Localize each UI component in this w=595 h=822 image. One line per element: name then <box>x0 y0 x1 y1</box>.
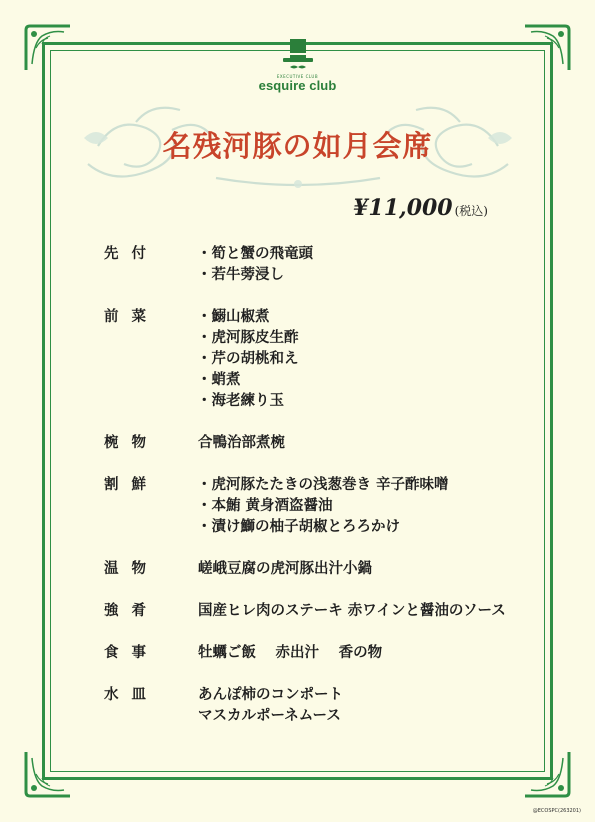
corner-ornament-bottom-left <box>24 750 72 798</box>
menu-title: 名残河豚の如月会席 <box>162 129 433 163</box>
course-row-zensai <box>104 306 504 411</box>
course-row-shiizakana <box>104 600 504 621</box>
course-item: ・ 若牛蒡浸し <box>198 264 504 285</box>
price <box>353 195 488 221</box>
course-item: 牡蠣ご飯 赤出汁 香の物 <box>198 644 383 661</box>
course-item: ・ 虎河豚たたきの浅葱巻き 辛子酢味噌 <box>198 474 504 495</box>
course-item: ・ 本鮪 黄身酒盗醤油 <box>198 495 504 516</box>
course-item: 嵯峨豆腐の虎河豚出汁小鍋 <box>198 560 372 577</box>
course-item: ・ 蛸煮 <box>198 369 504 390</box>
course-row-wanmono <box>104 432 504 453</box>
course-items <box>198 306 504 411</box>
course-item: あんぽ柿のコンポート <box>198 686 343 703</box>
course-item: 国産ヒレ肉のステーキ 赤ワインと醤油のソース <box>198 602 506 619</box>
course-items <box>198 432 504 453</box>
course-item: ・ 海老練り玉 <box>198 390 504 411</box>
course-items <box>198 558 504 579</box>
course-item: ・ 芹の胡桃和え <box>198 348 504 369</box>
course-items <box>198 684 504 726</box>
course-items <box>198 474 504 537</box>
course-row-mizugashi <box>104 684 504 726</box>
course-category: 食事 <box>104 644 159 661</box>
course-items <box>198 642 504 663</box>
course-row-onmono <box>104 558 504 579</box>
course-category: 割鮮 <box>104 476 159 493</box>
price-tax-note: (税込) <box>454 204 488 218</box>
course-item: ・ 虎河豚皮生酢 <box>198 327 504 348</box>
course-category: 先付 <box>104 245 159 262</box>
price-amount: ¥11,000 <box>353 195 453 221</box>
brand-name: esquire club <box>258 78 337 93</box>
course-category: 強肴 <box>104 602 159 619</box>
course-item: マスカルポーネムース <box>198 707 341 724</box>
course-item: ・ 鰯山椒煮 <box>198 306 504 327</box>
top-hat-icon <box>277 36 319 76</box>
brand-logo <box>0 36 595 93</box>
course-item: ・ 漬け鰤の柚子胡椒とろろかけ <box>198 516 504 537</box>
course-category: 前菜 <box>104 308 159 325</box>
course-list <box>104 243 504 726</box>
course-row-shokuji <box>104 642 504 663</box>
course-row-sakizuke <box>104 243 504 285</box>
brand-tagline: EXECUTIVE CLUB <box>276 74 319 79</box>
course-item: 合鴨治部煮椀 <box>198 434 285 451</box>
course-item: ・ 筍と蟹の飛竜頭 <box>198 243 504 264</box>
footer-code: @ECOSPC(263201) <box>532 808 581 814</box>
course-items <box>198 600 506 621</box>
course-items <box>198 243 504 285</box>
course-category: 椀物 <box>104 434 159 451</box>
course-category: 水皿 <box>104 686 159 703</box>
course-category: 温物 <box>104 560 159 577</box>
corner-ornament-bottom-right <box>523 750 571 798</box>
course-row-kassen <box>104 474 504 537</box>
